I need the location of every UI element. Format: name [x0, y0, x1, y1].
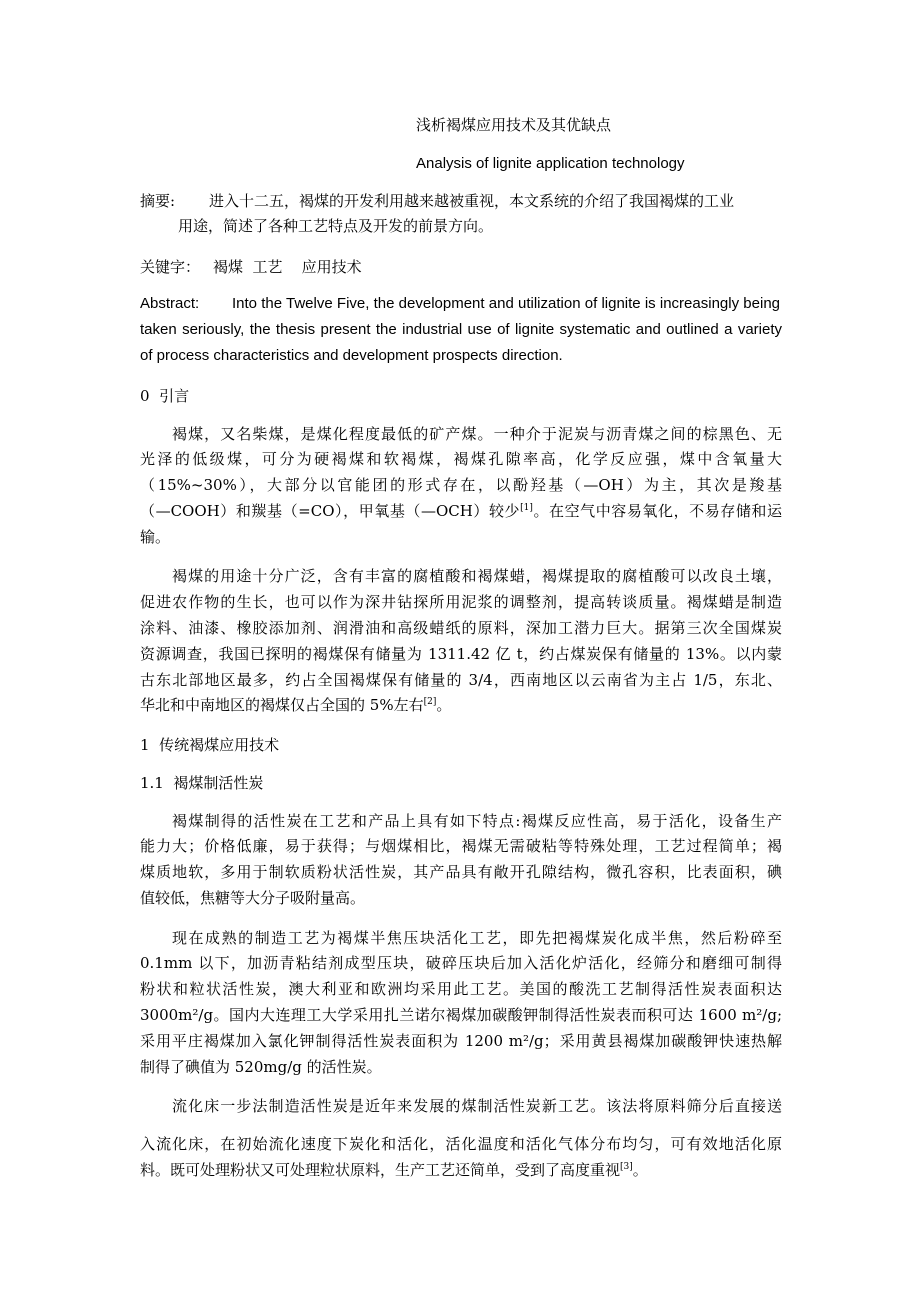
- paragraph-line: [140, 1159, 648, 1181]
- paragraph-line: 古东北部地区最多，约占全国褐煤保有储量的 3/4，西南地区以云南省为主占 1/5，东北、: [140, 671, 782, 689]
- paragraph-line: 能力大；价格低廉，易于获得；与烟煤相比，褐煤无需破粘等特殊处理，工艺过程简单；褐: [140, 837, 782, 855]
- section-heading-1: 1 传统褐煤应用技术: [140, 736, 280, 754]
- paragraph-line: [140, 694, 451, 716]
- line-text: 华北和中南地区的褐煤仅占全国的 5%左右: [140, 696, 424, 714]
- paragraph-line: 涂料、油漆、橡胶添加剂、润滑油和高级蜡纸的原料，深加工潜力巨大。据第三次全国煤炭: [140, 619, 782, 637]
- paragraph-line: 3000m²/g。国内大连理工大学采用扎兰诺尔褐煤加碳酸钾制得活性炭表而积可达 1600 m²/g;: [140, 1006, 782, 1024]
- abstract-en-line: Into the Twelve Five, the development and utilization of lignite is increasingly being: [232, 295, 780, 312]
- paragraph-line: 资源调查，我国已探明的褐煤保有储量为 1311.42 亿 t，约占煤炭保有储量的 13%。以内蒙: [140, 645, 782, 663]
- line-text: （—COOH）和羰基（=CO），甲氧基（—OCH）较少: [140, 502, 521, 520]
- citation-ref: [1]: [520, 503, 533, 513]
- paragraph-line: 0.1mm 以下，加沥青粘结剂成型压块，破碎压块后加入活化炉活化，经筛分和磨细可制得: [140, 954, 782, 972]
- paragraph-line: 光泽的低级煤，可分为硬褐煤和软褐煤，褐煤孔隙率高，化学反应强，煤中含氧量大: [140, 450, 782, 468]
- keywords-label: 关键字：: [140, 258, 201, 276]
- paragraph-line: 输。: [140, 528, 171, 546]
- line-text: 料。既可处理粉状又可处理粒状原料，生产工艺还简单，受到了高度重视: [140, 1161, 621, 1179]
- citation-ref: [3]: [620, 1162, 633, 1172]
- paragraph-line: 促进农作物的生长，也可以作为深井钻探所用泥浆的调整剂，提高转谈质量。褐煤蜡是制造: [140, 593, 782, 611]
- abstract-en-line: taken seriously, the thesis present the industrial use of lignite systematic and outlined a variety: [140, 321, 782, 338]
- paragraph-line: [140, 500, 782, 522]
- abstract-cn-label: 摘要:: [140, 192, 176, 210]
- paragraph-line: 粉状和粒状活性炭，澳大利亚和欧洲均采用此工艺。美国的酸洗工艺制得活性炭表面积达: [140, 980, 782, 998]
- paragraph-line: 褐煤的用途十分广泛，含有丰富的腐植酸和褐煤蜡，褐煤提取的腐植酸可以改良土壤，: [172, 567, 782, 585]
- abstract-cn-line: 进入十二五，褐煤的开发利用越来越被重视，本文系统的介绍了我国褐煤的工业: [209, 192, 735, 210]
- paragraph-line: 煤质地软，多用于制软质粉状活性炭，其产品具有敞开孔隙结构，微孔容积，比表面积，碘: [140, 863, 782, 881]
- paragraph-line: 流化床一步法制造活性炭是近年来发展的煤制活性炭新工艺。该法将原料筛分后直接送: [172, 1097, 782, 1115]
- line-text: 。: [632, 1161, 648, 1179]
- title-chinese: 浅析褐煤应用技术及其优缺点: [416, 116, 612, 134]
- abstract-en-line: of process characteristics and development prospects direction.: [140, 347, 563, 364]
- paragraph-line: 采用平庄褐煤加入氯化钾制得活性炭表面积为 1200 m²/g；采用黄县褐煤加碳酸钾快速热解: [140, 1032, 782, 1050]
- paragraph-line: 褐煤制得的活性炭在工艺和产品上具有如下特点:褐煤反应性高，易于活化，设备生产: [172, 812, 782, 830]
- line-text: 。在空气中容易氧化，不易存储和运: [532, 502, 782, 520]
- title-english: Analysis of lignite application technology: [416, 155, 685, 172]
- citation-ref: [2]: [423, 697, 437, 707]
- line-text: 。: [436, 696, 452, 714]
- paragraph-line: 制得了碘值为 520mg/g 的活性炭。: [140, 1058, 382, 1076]
- paragraph-line: （15%~30%），大部分以官能团的形式存在，以酚羟基（—OH）为主，其次是羧基: [140, 476, 782, 494]
- keywords-text: 褐煤 工艺 应用技术: [213, 258, 362, 276]
- paragraph-line: 褐煤，又名柴煤，是煤化程度最低的矿产煤。一种介于泥炭与沥青煤之间的棕黑色、无: [172, 425, 782, 443]
- paragraph-line: 现在成熟的制造工艺为褐煤半焦压块活化工艺，即先把褐煤炭化成半焦，然后粉碎至: [172, 929, 782, 947]
- abstract-cn-line: 用途，简述了各种工艺特点及开发的前景方向。: [178, 217, 494, 235]
- section-heading-1-1: 1.1 褐煤制活性炭: [140, 774, 264, 792]
- section-heading-introduction: 0 引言: [140, 387, 190, 405]
- abstract-en-label: Abstract:: [140, 295, 200, 312]
- paragraph-line: 入流化床，在初始流化速度下炭化和活化，活化温度和活化气体分布均匀，可有效地活化原: [140, 1135, 782, 1153]
- paragraph-line: 值较低，焦糖等大分子吸附量高。: [140, 889, 366, 907]
